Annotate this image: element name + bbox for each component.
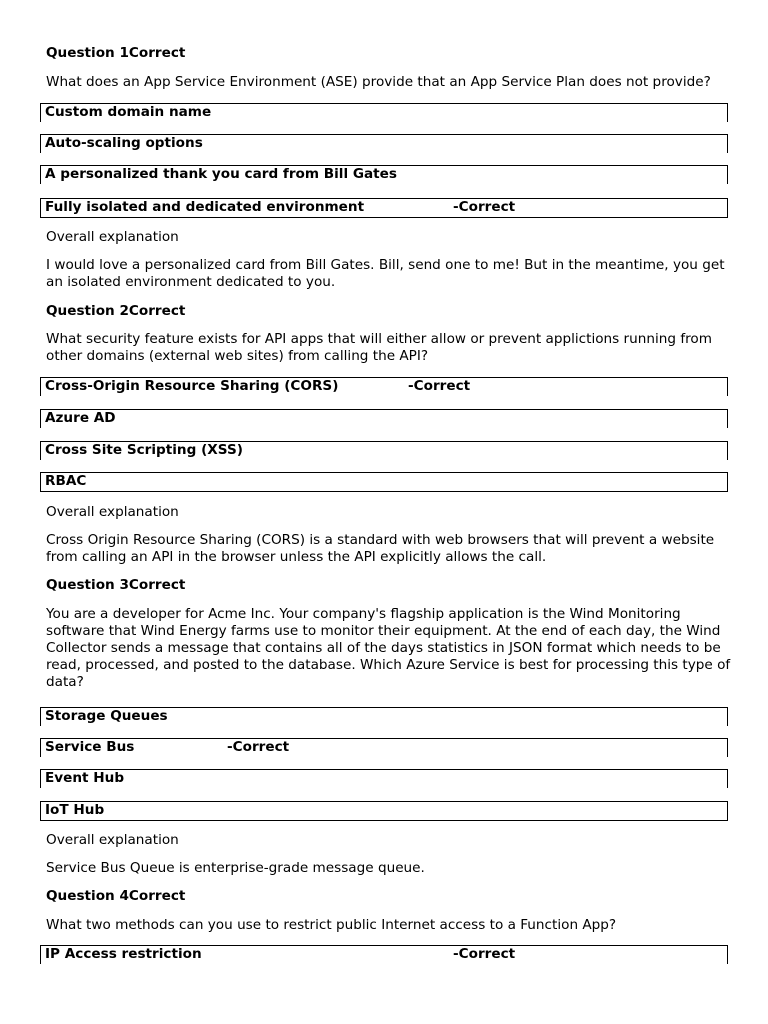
question-1-prompt: What does an App Service Environment (ASE) provide that an App Service Plan does not provide? — [46, 74, 711, 90]
option-text: A personalized thank you card from Bill Gates — [45, 166, 397, 182]
option-text: Cross-Origin Resource Sharing (CORS) — [45, 378, 339, 394]
question-2-explanation-label: Overall explanation — [46, 504, 179, 520]
correct-mark: -Correct — [453, 199, 516, 215]
correct-mark: -Correct — [227, 739, 290, 755]
question-1-option-4 — [40, 198, 728, 218]
question-3-option-1 — [40, 707, 728, 726]
question-3-explanation-label: Overall explanation — [46, 832, 179, 848]
question-4-option-1 — [40, 945, 728, 964]
question-4-title: Question 4Correct — [46, 888, 186, 904]
option-text: Cross Site Scripting (XSS) — [45, 442, 243, 458]
question-3-option-4 — [40, 801, 728, 821]
question-2-option-3 — [40, 441, 728, 460]
question-3-option-2 — [40, 738, 728, 757]
correct-mark: -Correct — [408, 378, 471, 394]
question-3-title: Question 3Correct — [46, 577, 186, 593]
correct-mark: -Correct — [453, 946, 516, 962]
question-2-option-1 — [40, 377, 728, 396]
option-text: Auto-scaling options — [45, 135, 203, 151]
option-text: Service Bus — [45, 739, 135, 755]
question-1-explanation: I would love a personalized card from Bill Gates. Bill, send one to me! But in the meantime, you get an isolated environment dedicated to you. — [46, 257, 725, 290]
question-4-prompt: What two methods can you use to restrict public Internet access to a Function App? — [46, 917, 617, 933]
question-3-explanation: Service Bus Queue is enterprise-grade message queue. — [46, 860, 425, 876]
question-1-option-2 — [40, 134, 728, 153]
option-text: IoT Hub — [45, 802, 105, 818]
question-2-prompt: What security feature exists for API apps that will either allow or prevent applictions running from other domains (external web sites) from calling the API? — [46, 331, 712, 364]
option-text: Fully isolated and dedicated environment — [45, 199, 365, 215]
question-2-explanation: Cross Origin Resource Sharing (CORS) is a standard with web browsers that will prevent a website from calling an API in the browser unless the API explicitly allows the call. — [46, 532, 715, 565]
option-text: Storage Queues — [45, 708, 168, 724]
question-1-explanation-label: Overall explanation — [46, 229, 179, 245]
option-text: Azure AD — [45, 410, 116, 426]
question-1-option-1 — [40, 103, 728, 122]
question-1-option-3 — [40, 165, 728, 184]
question-2-option-4 — [40, 472, 728, 492]
question-2-title: Question 2Correct — [46, 303, 186, 319]
option-text: IP Access restriction — [45, 946, 202, 962]
question-3-option-3 — [40, 769, 728, 788]
question-3-prompt: You are a developer for Acme Inc. Your company's flagship application is the Wind Monitoring software that Wind Energy farms use to monitor their equipment. At the end of each day, the Wind Collector sends a message that contains all of the days statistics in JSON format which needs to be read, processed, and posted to the database. Which Azure Service is best for processing this type of data? — [46, 606, 731, 690]
question-1-title: Question 1Correct — [46, 45, 186, 61]
option-text: Custom domain name — [45, 104, 212, 120]
option-text: RBAC — [45, 473, 87, 489]
question-2-option-2 — [40, 409, 728, 428]
option-text: Event Hub — [45, 770, 125, 786]
